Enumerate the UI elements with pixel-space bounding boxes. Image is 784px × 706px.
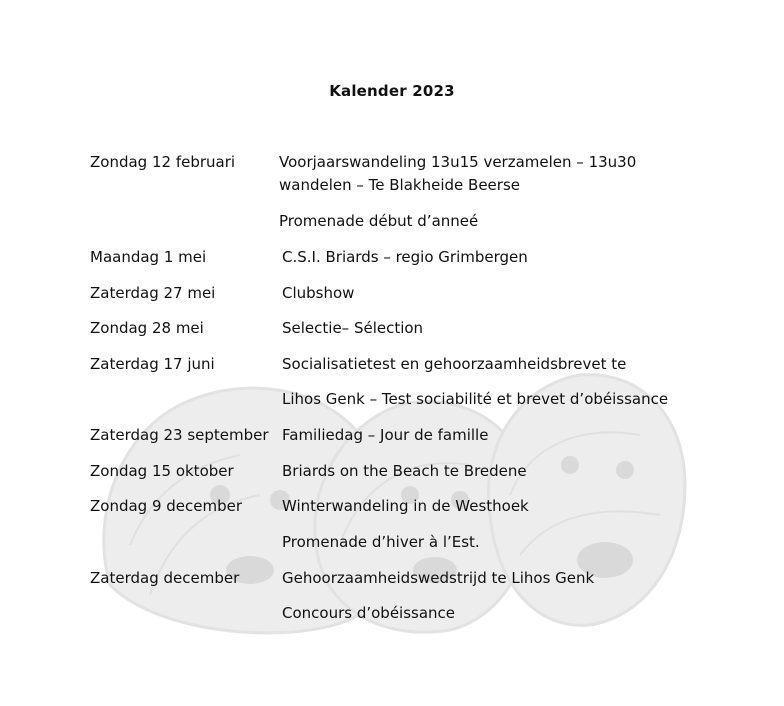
event-date: Zondag 12 februari (90, 153, 236, 171)
event-description: Winterwandeling in de Westhoek (282, 497, 529, 515)
event-date: Zaterdag 27 mei (90, 284, 216, 302)
event-description: Gehoorzaamheidswedstrijd te Lihos Genk (282, 569, 595, 587)
event-description: Clubshow (282, 284, 355, 302)
event-description: C.S.I. Briards – regio Grimbergen (282, 248, 528, 266)
event-description: Voorjaarswandeling 13u15 verzamelen – 13u30 (279, 153, 637, 171)
event-date: Zondag 9 december (90, 497, 243, 515)
event-description: Socialisatietest en gehoorzaamheidsbrevet te (282, 355, 627, 373)
event-date: Zaterdag 23 september (90, 426, 269, 444)
event-description: Briards on the Beach te Bredene (282, 462, 527, 480)
event-date: Zaterdag 17 juni (90, 355, 215, 373)
event-description: Lihos Genk – Test sociabilité et brevet d’obéissance (282, 390, 669, 408)
event-description: Promenade début d’anneé (279, 212, 479, 230)
event-date: Zaterdag december (90, 569, 240, 587)
event-description: Familiedag – Jour de famille (282, 426, 489, 444)
event-description: wandelen – Te Blakheide Beerse (279, 176, 520, 194)
event-description: Selectie– Sélection (282, 319, 424, 337)
event-date: Zondag 15 oktober (90, 462, 234, 480)
event-description: Promenade d’hiver à l’Est. (282, 533, 480, 551)
event-description: Concours d’obéissance (282, 604, 456, 622)
page-title: Kalender 2023 (329, 82, 455, 100)
event-date: Zondag 28 mei (90, 319, 204, 337)
event-date: Maandag 1 mei (90, 248, 207, 266)
